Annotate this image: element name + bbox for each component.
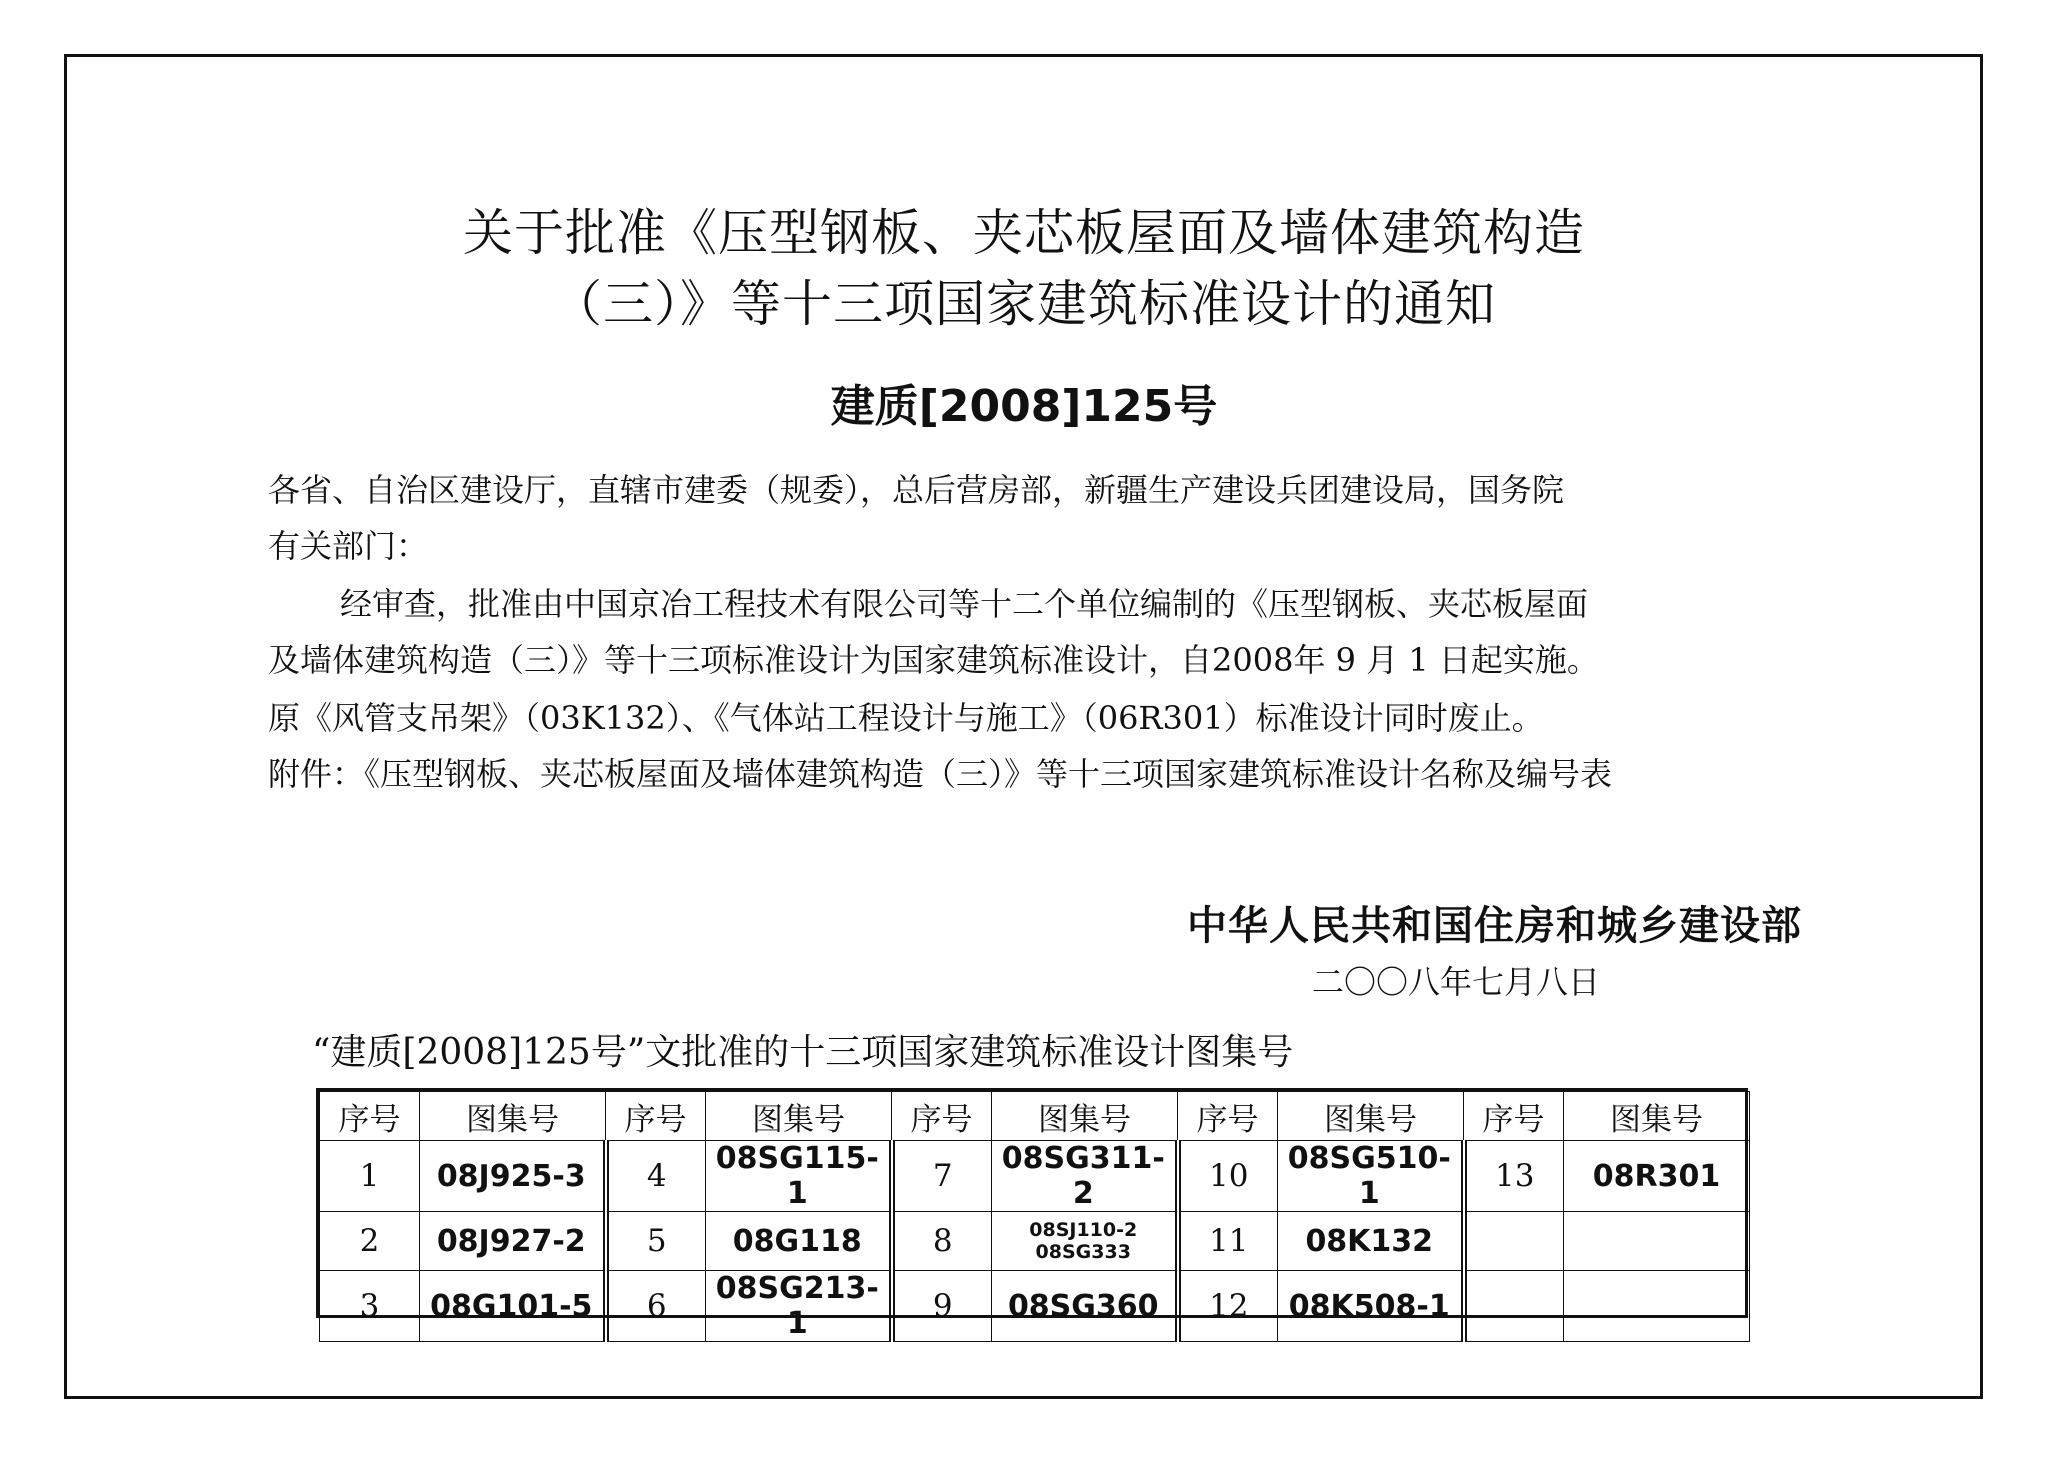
atlas-no-cell: 08K508-1	[1278, 1271, 1464, 1342]
header-atlas-no: 图集号	[1564, 1092, 1750, 1141]
serial-no-cell: 10	[1178, 1141, 1278, 1212]
atlas-no-cell: 08K132	[1278, 1212, 1464, 1271]
table-caption: “建质[2008]125号”文批准的十三项国家建筑标准设计图集号	[312, 1032, 1294, 1073]
body-line-4: 及墙体建筑构造（三）》等十三项标准设计为国家建筑标准设计，自2008年 9 月 1 日起实施。	[268, 641, 1599, 679]
atlas-no-cell: 08SG360	[992, 1271, 1178, 1342]
table-header-row	[320, 1092, 1750, 1141]
atlas-no-cell: 08SG213-1	[706, 1271, 892, 1342]
issuing-authority: 中华人民共和国住房和城乡建设部	[1187, 903, 1802, 949]
atlas-no-cell	[1564, 1212, 1750, 1271]
body-line-2: 有关部门：	[268, 527, 429, 565]
table-row	[320, 1212, 1750, 1271]
atlas-no-cell: 08R301	[1564, 1141, 1750, 1212]
header-atlas-no: 图集号	[706, 1092, 892, 1141]
serial-no-cell: 9	[892, 1271, 992, 1342]
serial-no-cell: 5	[606, 1212, 706, 1271]
issue-date: 二〇〇八年七月八日	[1311, 963, 1600, 1001]
header-serial-no: 序号	[1464, 1092, 1564, 1141]
atlas-no-cell	[1564, 1271, 1750, 1342]
header-atlas-no: 图集号	[992, 1092, 1178, 1141]
atlas-no-cell: 08G101-5	[420, 1271, 606, 1342]
serial-no-cell: 3	[320, 1271, 420, 1342]
serial-no-cell: 13	[1464, 1141, 1564, 1212]
document-number: 建质[2008]125号	[830, 381, 1218, 432]
serial-no-cell	[1464, 1271, 1564, 1342]
atlas-no-cell: 08J925-3	[420, 1141, 606, 1212]
table-row	[320, 1141, 1750, 1212]
header-serial-no: 序号	[320, 1092, 420, 1141]
header-atlas-no: 图集号	[1278, 1092, 1464, 1141]
serial-no-cell: 7	[892, 1141, 992, 1212]
table-row	[320, 1271, 1750, 1342]
atlas-number-table	[316, 1088, 1748, 1341]
notice-title-line-1: 关于批准《压型钢板、夹芯板屋面及墙体建筑构造	[463, 204, 1585, 262]
serial-no-cell: 8	[892, 1212, 992, 1271]
attachment-line: 附件：《压型钢板、夹芯板屋面及墙体建筑构造（三）》等十三项国家建筑标准设计名称及编号表	[268, 755, 1613, 793]
atlas-no-cell: 08SG510-1	[1278, 1141, 1464, 1212]
atlas-no-cell: 08SG115-1	[706, 1141, 892, 1212]
atlas-no-first: 08SJ110-2	[1029, 1219, 1138, 1241]
atlas-no-cell: 08J927-2	[420, 1212, 606, 1271]
body-line-3: 经审查，批准由中国京冶工程技术有限公司等十二个单位编制的《压型钢板、夹芯板屋面	[340, 585, 1589, 623]
header-atlas-no: 图集号	[420, 1092, 606, 1141]
notice-title-line-2: （三）》等十三项国家建筑标准设计的通知	[552, 275, 1496, 333]
atlas-no-cell: 08G118	[706, 1212, 892, 1271]
serial-no-cell	[1464, 1212, 1564, 1271]
serial-no-cell: 6	[606, 1271, 706, 1342]
atlas-no-second: 08SG333	[1035, 1241, 1131, 1263]
serial-no-cell: 12	[1178, 1271, 1278, 1342]
body-line-1: 各省、自治区建设厅，直辖市建委（规委），总后营房部，新疆生产建设兵团建设局，国务院	[268, 471, 1565, 509]
serial-no-cell: 11	[1178, 1212, 1278, 1271]
serial-no-cell: 1	[320, 1141, 420, 1212]
header-serial-no: 序号	[892, 1092, 992, 1141]
atlas-no-cell-double	[992, 1212, 1178, 1271]
header-serial-no: 序号	[1178, 1092, 1278, 1141]
header-serial-no: 序号	[606, 1092, 706, 1141]
atlas-no-cell: 08SG311-2	[992, 1141, 1178, 1212]
serial-no-cell: 2	[320, 1212, 420, 1271]
body-line-5: 原《风管支吊架》（03K132）、《气体站工程设计与施工》（06R301）标准设计同时废止。	[268, 699, 1544, 737]
serial-no-cell: 4	[606, 1141, 706, 1212]
